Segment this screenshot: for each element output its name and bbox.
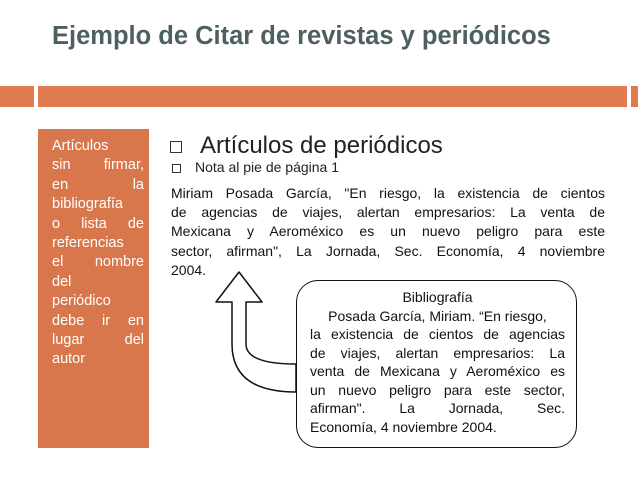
bibliography-line: un nuevo peligro para este sector,	[310, 381, 565, 398]
bibliography-title: Bibliografía	[402, 289, 473, 305]
sidebar-line: del	[52, 273, 72, 290]
sidebar-line: sin firmar,	[52, 157, 144, 174]
title-bar	[38, 86, 627, 107]
sidebar-line: bibliografía	[52, 196, 123, 213]
sidebar-line: el nombre	[52, 254, 144, 271]
bibliography-line: venta de Mexicana y Aeroméxico es	[310, 363, 565, 379]
bibliography-line: la existencia de cientos de agencias	[310, 326, 565, 342]
square-bullet-icon	[172, 164, 181, 173]
sidebar-line: debe ir en	[52, 312, 144, 329]
sidebar-line: lugar del	[52, 332, 144, 349]
title-bar-right	[631, 86, 638, 107]
subheading: Nota al pie de página 1	[195, 159, 339, 175]
sidebar-note-box	[38, 129, 149, 448]
bibliography-line: Economía, 4 noviembre 2004.	[310, 418, 497, 435]
sidebar-line: referencias	[52, 235, 124, 252]
footnote-line: 2004.	[171, 261, 207, 278]
footnote-line: Miriam Posada García, "En riesgo, la existencia de cientos	[171, 185, 605, 201]
slide-title: Ejemplo de Citar de revistas y periódicos	[52, 22, 551, 50]
footnote-paragraph	[171, 184, 605, 280]
bibliography-line: afirman". La Jornada, Sec.	[310, 400, 565, 416]
sidebar-line: en la	[52, 176, 144, 193]
sidebar-line: periódico	[52, 293, 111, 310]
footnote-line: de agencias de viajes, alertan empresarios: La venta de	[171, 204, 605, 221]
bibliography-line: de viajes, alertan empresarios: La	[310, 344, 565, 361]
heading: Artículos de periódicos	[200, 132, 443, 159]
curved-arrow-icon	[212, 270, 302, 395]
sidebar-line: Artículos	[52, 138, 109, 154]
title-bar-left	[0, 86, 34, 107]
footnote-line: Mexicana y Aeroméxico es un nuevo peligro para este	[171, 223, 605, 240]
bibliography-box	[296, 280, 577, 448]
footnote-line: sector, afirman", La Jornada, Sec. Economía, 4 noviembre	[171, 242, 605, 259]
square-bullet-icon	[170, 141, 182, 153]
sidebar-line: o lista de	[52, 215, 144, 232]
sidebar-line: autor	[52, 351, 86, 368]
bibliography-line: Posada García, Miriam. “En riesgo,	[328, 307, 547, 324]
